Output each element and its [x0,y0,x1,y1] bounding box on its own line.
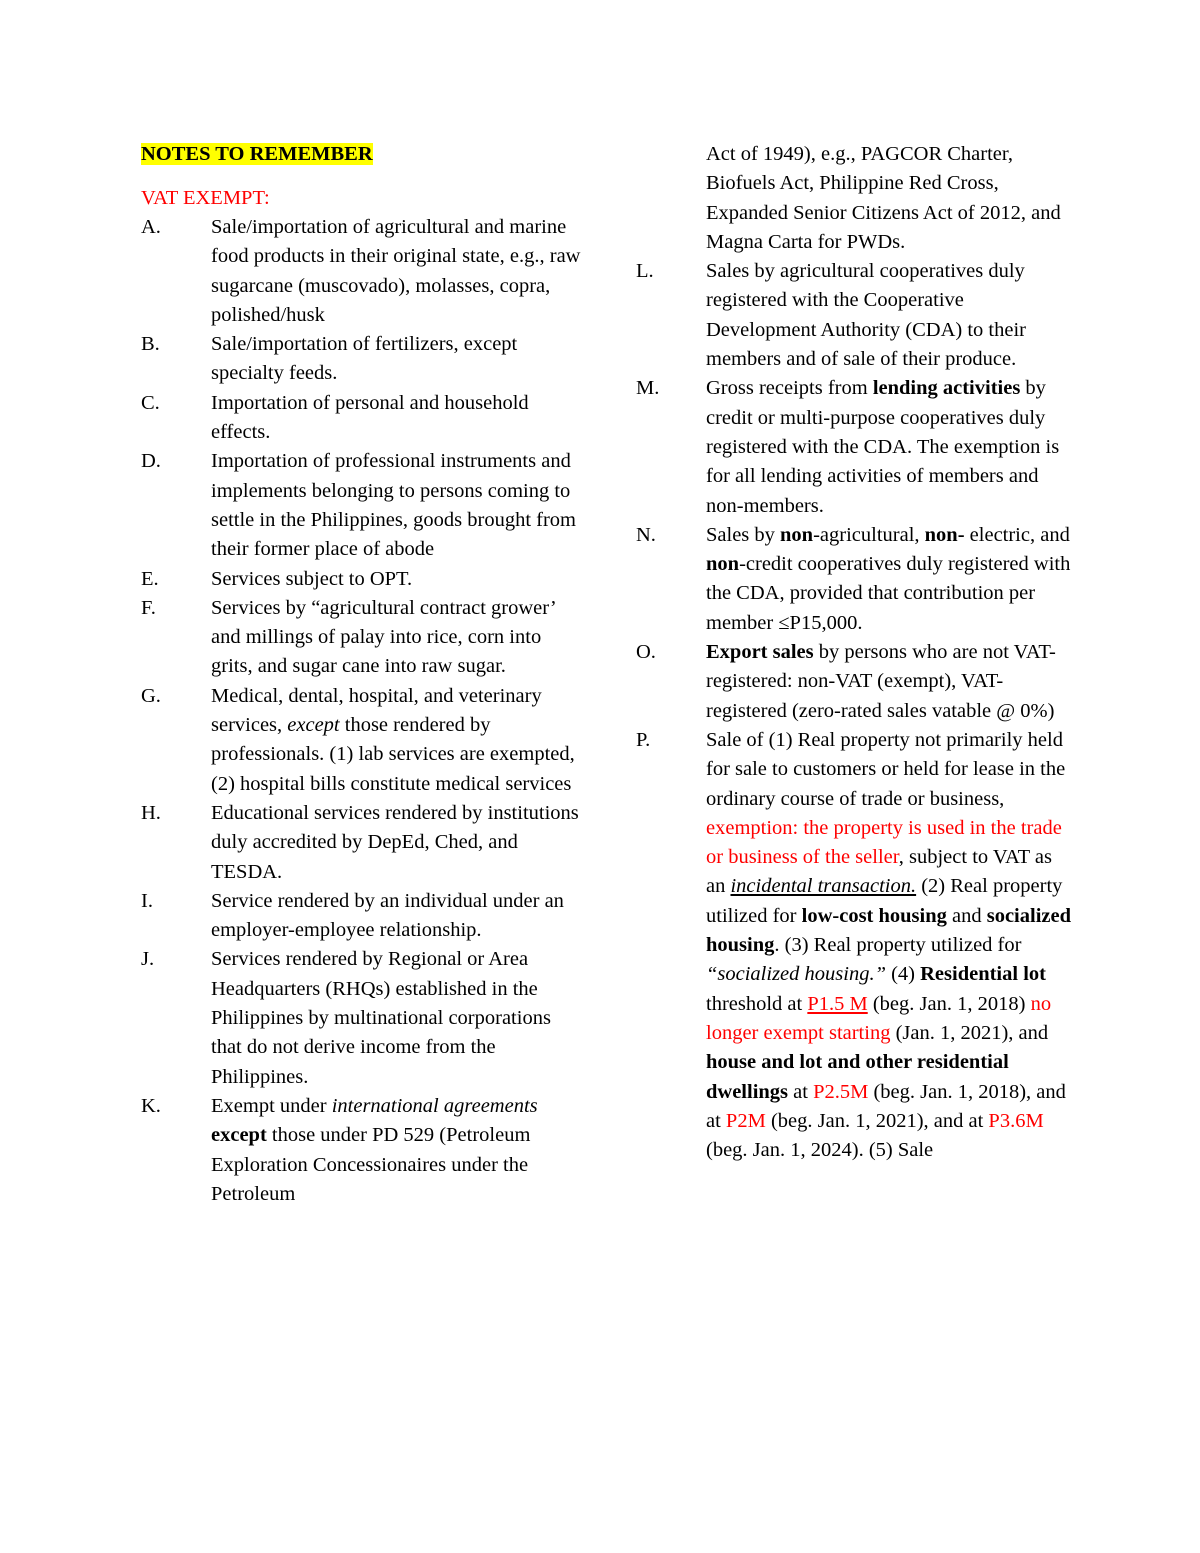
text-segment: those rendered by professionals. (1) lab services are exempted, (2) hospital bills constitute medical services [211,714,575,795]
list-item [636,521,1076,638]
text-segment: Gross receipts from [706,377,873,400]
list-item-letter: N. [636,523,656,546]
list-item-text [211,682,581,799]
list-item [141,447,581,564]
text-segment: Residential lot [920,963,1046,986]
text-segment: exemption: the property is used in the trade or business of the seller [706,816,1062,869]
text-segment: Services subject to OPT. [211,567,413,590]
list-item-text [706,257,1076,374]
list-item-text [211,799,581,887]
list-item [141,682,581,799]
text-segment: Educational services rendered by institutions duly accredited by DepEd, Ched, and TESDA. [211,801,579,883]
list-item-text [706,374,1076,520]
list-item-text [706,638,1076,726]
text-segment: . (3) Real property utilized for [774,934,1022,957]
text-segment: Medical, dental, hospital, and veterinary services, [211,684,542,737]
section-heading [141,184,581,213]
text-segment: non [780,523,814,546]
text-segment: incidental transaction. [730,875,917,898]
list-item-text [706,726,1076,1165]
text-segment: Sale of (1) Real property not primarily held for sale to customers or held for lease in the ordinary course of trade or business, [706,728,1066,810]
text-segment: Services rendered by Regional or Area Headquarters (RHQs) established in the Philippines by multinational corporations that do not derive income from the Philippines. [211,948,551,1088]
text-segment: (2) Real property utilized for [706,875,1063,927]
list-item-text: Act of 1949), e.g., PAGCOR Charter, Biofuels Act, Philippine Red Cross, Expanded Senior Citizens Act of 2012, and Magna Carta for PWDs. [706,143,1061,253]
list-item-text [211,389,581,448]
right-column [636,140,1076,1165]
text-segment: (4) [885,963,921,986]
list-item-letter: H. [141,801,161,824]
text-segment: by persons who are not VAT-registered: non-VAT (exempt), VAT-registered (zero-rated sales vatable @ 0%) [706,641,1056,722]
text-segment: Sales by agricultural cooperatives duly registered with the Cooperative Development Authority (CDA) to their members and of sale of their produce. [706,260,1026,371]
list-item-continuation [636,140,1076,257]
right-item-list-rest [636,257,1076,1165]
list-item-text [211,565,581,594]
list-item-letter: K. [141,1094,161,1117]
list-item-letter: C. [141,391,160,414]
text-segment: no longer exempt starting [706,992,1052,1044]
list-item [141,887,581,946]
text-segment: (beg. Jan. 1, 2024). (5) Sale [706,1139,934,1162]
page-title-text: NOTES TO REMEMBER [141,143,373,165]
list-item-text [211,447,581,564]
left-item-list [141,213,581,1209]
list-item-letter: F. [141,596,156,619]
text-segment: Services by “agricultural contract grower’ and millings of palay into rice, corn into grits, and sugar cane into raw sugar. [211,596,556,678]
text-segment: -credit cooperatives duly registered with the CDA, provided that contribution per member ≤P15,000. [706,553,1071,634]
section-heading-text: VAT EXEMPT: [141,187,270,209]
text-segment: (beg. Jan. 1, 2018) [867,992,1031,1015]
text-segment: Importation of professional instruments and implements belonging to persons coming to settle in the Philippines, goods brought from their former place of abode [211,450,576,561]
text-segment: Export sales [706,641,814,664]
list-item-letter: I. [141,889,153,912]
list-item-letter: A. [141,216,161,238]
page-title [141,140,581,169]
text-segment: Exempt under [211,1094,332,1117]
list-item [141,799,581,887]
text-segment: low-cost housing [801,904,947,927]
text-segment: Sale/importation of agricultural and marine food products in their original state, e.g., raw sugarcane (muscovado), molasses, copra, polished/husk [211,216,581,326]
list-item [636,374,1076,520]
list-item-letter: E. [141,567,159,590]
list-item [141,213,581,330]
text-segment: P2.5M [813,1080,869,1103]
text-segment: electric, and [964,523,1070,546]
list-item-letter: G. [141,684,161,707]
list-item-text [211,213,581,330]
text-segment: and [946,904,987,927]
list-item-letter: B. [141,333,160,356]
text-segment: by credit or multi-purpose cooperatives duly registered with the CDA. The exemption is for all lending activities of members and non-members. [706,377,1060,517]
list-item-text [706,521,1076,638]
text-segment: Service rendered by an individual under an employer-employee relationship. [211,889,564,942]
list-item-text [211,945,581,1091]
list-item-text [211,887,581,946]
list-item-letter: P. [636,728,651,751]
text-segment: Importation of personal and household effects. [211,391,529,444]
list-item [141,389,581,448]
text-segment: , subject to VAT as an [706,846,1052,898]
list-item [636,257,1076,374]
text-segment: except [287,714,340,737]
list-item-letter: L. [636,260,654,283]
text-segment: those under PD 529 (Petroleum Exploration Concessionaires under the Petroleum [211,1124,531,1205]
text-segment: Sales by [706,523,781,546]
text-segment: house and lot and other residential dwellings [706,1051,1009,1103]
text-segment: (beg. Jan. 1, 2018), and at [706,1080,1066,1132]
text-segment: lending activities [872,377,1021,400]
list-item [141,945,581,1091]
list-item [141,1092,581,1209]
text-segment: P1.5 M [807,992,868,1015]
list-item [141,565,581,594]
list-item [141,594,581,682]
list-item-letter: M. [636,377,660,400]
list-item [141,330,581,389]
list-item-letter: J. [141,948,155,971]
text-segment: international agreements [331,1094,538,1117]
right-item-list [636,140,1076,257]
left-column [141,140,581,1209]
text-segment: threshold at [706,992,808,1015]
text-segment: -agricultural, [813,523,925,546]
text-segment: non- [924,523,965,546]
text-segment: except [211,1124,267,1147]
text-segment: socialized housing [706,904,1071,957]
list-item-letter: D. [141,450,161,473]
text-segment: Sale/importation of fertilizers, except specialty feeds. [211,333,518,385]
text-segment: “socialized housing.” [706,963,886,986]
text-segment: at [788,1080,814,1103]
list-item-text [211,594,581,682]
text-segment: (beg. Jan. 1, 2021), and at [765,1109,989,1132]
text-segment: (Jan. 1, 2021), and [890,1021,1049,1044]
text-segment: non [706,553,740,576]
text-segment: P2M [725,1109,766,1132]
list-item-letter: O. [636,641,656,664]
list-item-text [211,330,581,389]
text-segment: P3.6M [988,1109,1044,1132]
list-item-letter [636,140,706,257]
list-item-text [211,1092,581,1209]
list-item [636,638,1076,726]
list-item [636,726,1076,1165]
